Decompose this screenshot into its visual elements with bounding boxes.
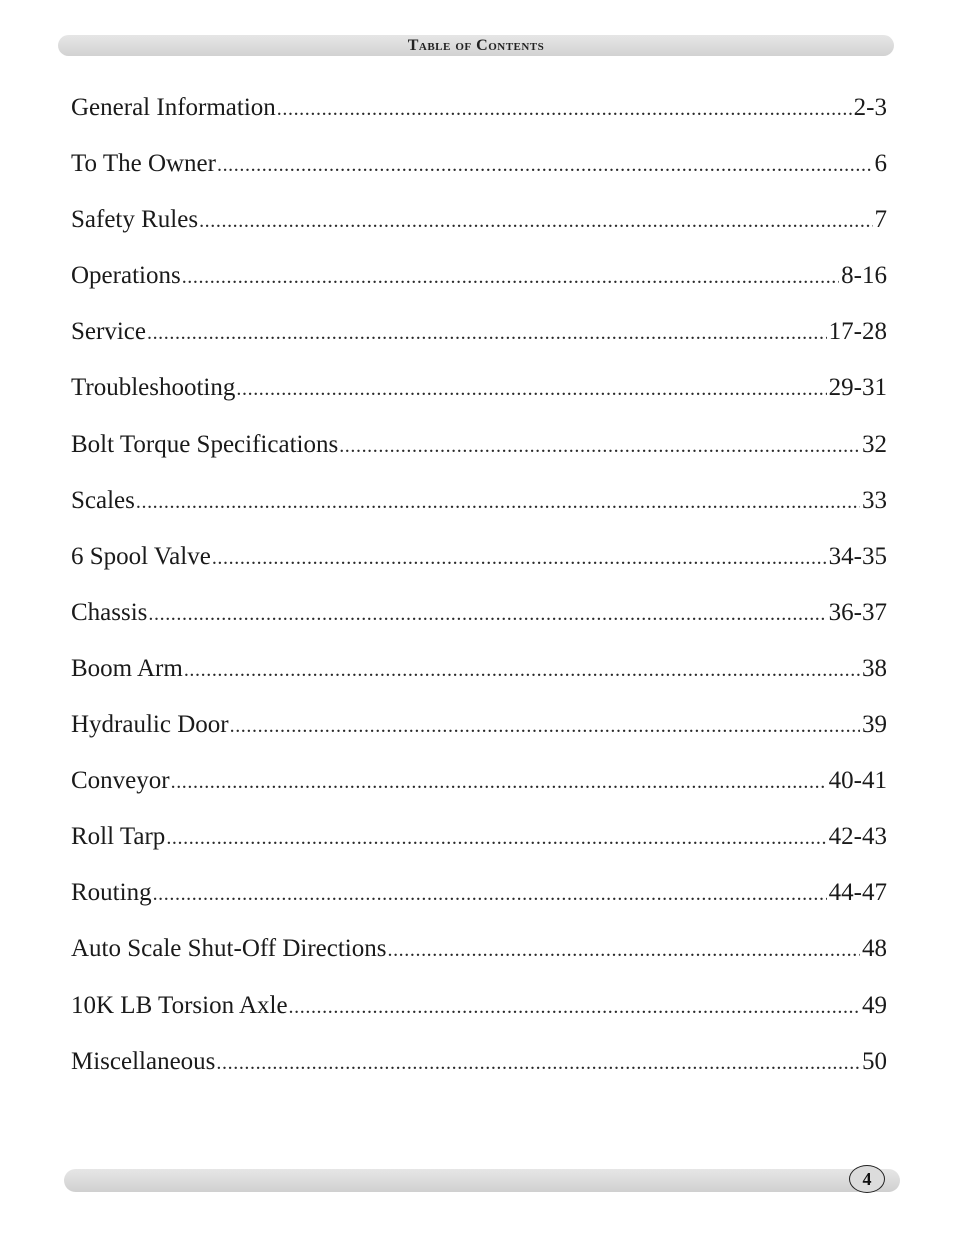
- toc-entry-title: Chassis: [71, 598, 148, 626]
- toc-entry-page: 33: [862, 486, 887, 514]
- toc-dot-leader: [236, 367, 826, 411]
- toc-entry[interactable]: [71, 815, 887, 871]
- toc-entry-page: 39: [862, 711, 887, 739]
- toc-entry-title: Bolt Torque Specifications: [71, 430, 339, 458]
- toc-entry-page: 49: [862, 991, 887, 1019]
- toc-entry-title: Auto Scale Shut-Off Directions: [71, 935, 387, 963]
- toc-entry[interactable]: [71, 1040, 887, 1096]
- toc-entry[interactable]: [71, 591, 887, 647]
- toc-entry[interactable]: [71, 479, 887, 535]
- toc-entry-page: 34-35: [828, 542, 887, 570]
- toc-entry[interactable]: [71, 198, 887, 254]
- toc-entry[interactable]: [71, 759, 887, 815]
- toc-entry-title: Routing: [71, 879, 152, 907]
- toc-entry-title: Conveyor: [71, 767, 170, 795]
- toc-entry-page: 50: [862, 1047, 887, 1075]
- toc-dot-leader: [153, 872, 827, 916]
- footer-bar: [64, 1169, 900, 1192]
- toc-dot-leader: [217, 143, 873, 187]
- toc-dot-leader: [184, 648, 860, 692]
- toc-entry[interactable]: [71, 254, 887, 310]
- toc-entry-page: 29-31: [828, 374, 887, 402]
- toc-entry[interactable]: [71, 423, 887, 479]
- toc-entry-title: Miscellaneous: [71, 1047, 216, 1075]
- toc-entry-page: 2-3: [853, 94, 887, 121]
- table-of-contents: [71, 86, 887, 1096]
- toc-entry[interactable]: [71, 871, 887, 927]
- toc-entry-title: To The Owner: [71, 150, 216, 178]
- toc-entry[interactable]: [71, 310, 887, 366]
- toc-dot-leader: [171, 760, 827, 804]
- toc-entry[interactable]: [71, 647, 887, 703]
- toc-entry-title: 10K LB Torsion Axle: [71, 991, 288, 1019]
- header-bar: [58, 35, 894, 56]
- toc-dot-leader: [147, 311, 827, 355]
- toc-dot-leader: [199, 199, 872, 243]
- toc-dot-leader: [166, 816, 826, 860]
- toc-dot-leader: [277, 87, 852, 131]
- toc-entry-page: 48: [862, 935, 887, 963]
- toc-dot-leader: [230, 704, 860, 748]
- toc-entry-page: 40-41: [828, 767, 887, 795]
- toc-dot-leader: [182, 255, 839, 299]
- toc-entry-page: 42-43: [828, 823, 887, 851]
- toc-dot-leader: [289, 985, 860, 1029]
- toc-entry-title: Service: [71, 318, 146, 346]
- toc-entry-page: 32: [862, 430, 887, 458]
- toc-entry[interactable]: [71, 535, 887, 591]
- toc-dot-leader: [136, 480, 860, 524]
- toc-entry-page: 44-47: [828, 879, 887, 907]
- toc-entry-title: General Information: [71, 94, 276, 121]
- toc-dot-leader: [387, 928, 860, 972]
- toc-entry-page: 6: [874, 150, 887, 178]
- toc-entry-title: Safety Rules: [71, 206, 199, 234]
- toc-entry[interactable]: [71, 927, 887, 983]
- toc-entry-page: 17-28: [828, 318, 887, 346]
- toc-entry-title: 6 Spool Valve: [71, 542, 211, 570]
- toc-entry-page: 8-16: [841, 262, 887, 290]
- toc-entry-title: Roll Tarp: [71, 823, 166, 851]
- toc-entry-title: Operations: [71, 262, 181, 290]
- toc-entry[interactable]: [71, 86, 887, 142]
- toc-entry[interactable]: [71, 366, 887, 422]
- page-number-badge: 4: [849, 1165, 885, 1193]
- toc-entry-title: Boom Arm: [71, 654, 183, 682]
- toc-entry[interactable]: [71, 984, 887, 1040]
- toc-entry-page: 7: [874, 206, 887, 234]
- toc-entry-page: 36-37: [828, 598, 887, 626]
- toc-entry-title: Scales: [71, 486, 135, 514]
- toc-entry-title: Troubleshooting: [71, 374, 236, 402]
- page-title: Table of Contents: [407, 37, 545, 54]
- toc-entry-title: Hydraulic Door: [71, 711, 229, 739]
- toc-entry[interactable]: [71, 703, 887, 759]
- toc-entry-page: 38: [862, 654, 887, 682]
- toc-entry[interactable]: [71, 142, 887, 198]
- toc-dot-leader: [148, 592, 826, 636]
- toc-dot-leader: [339, 424, 860, 468]
- toc-dot-leader: [216, 1041, 860, 1085]
- toc-dot-leader: [212, 536, 827, 580]
